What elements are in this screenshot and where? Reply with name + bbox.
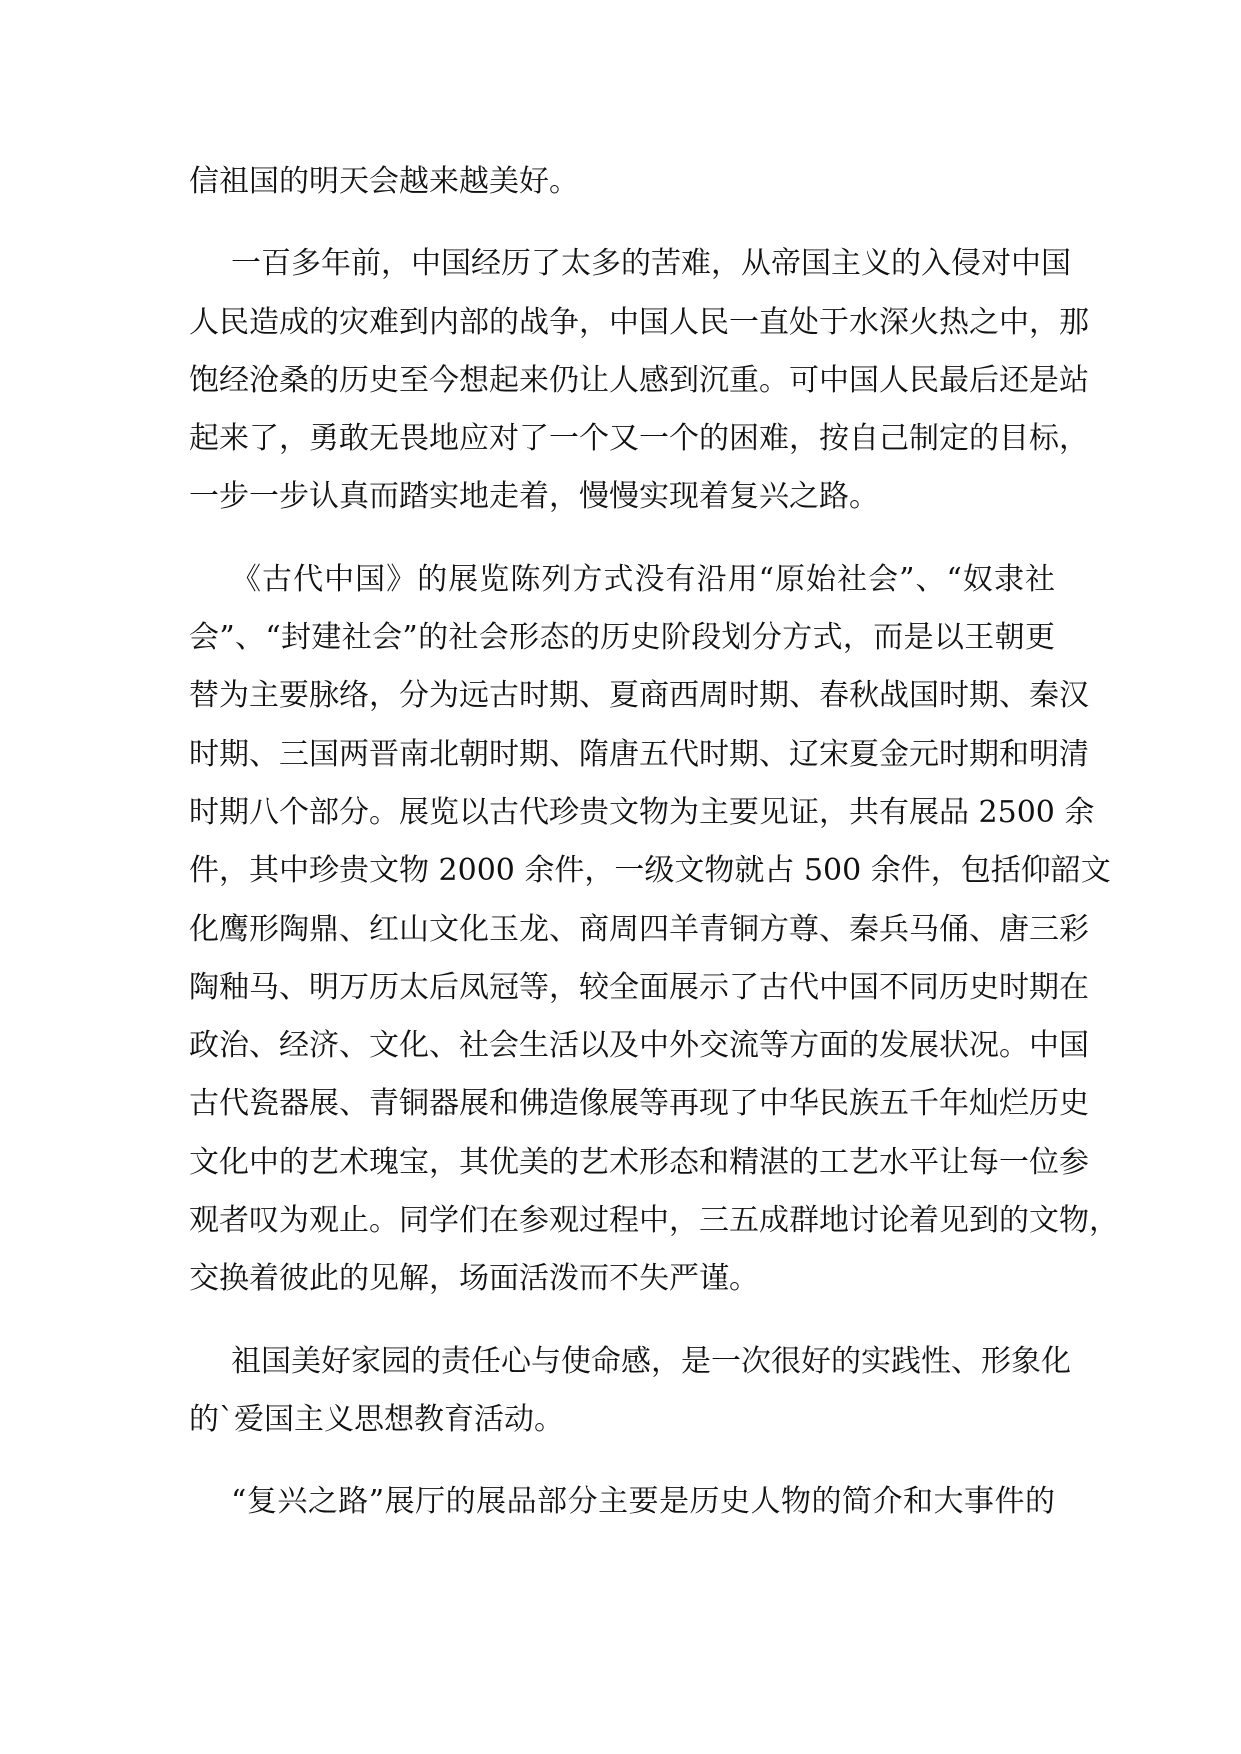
text-line: 一步一步认真而踏实地走着，慢慢实现着复兴之路。 [189, 479, 879, 515]
text-line: 起来了，勇敢无畏地应对了一个又一个的困难，按自己制定的目标， [189, 421, 1089, 457]
paragraph-5 [189, 1473, 1055, 1531]
document-body [189, 153, 1119, 1532]
text-line: 时期、三国两晋南北朝时期、隋唐五代时期、辽宋夏金元时期和明清 [189, 736, 1089, 772]
paragraph-3 [189, 551, 1119, 1309]
text-line: 人民造成的灾难到内部的战争，中国人民一直处于水深火热之中，那 [189, 304, 1089, 340]
text-line: 文化中的艺术瑰宝，其优美的艺术形态和精湛的工艺水平让每一位参 [189, 1144, 1089, 1180]
text-line: 古代瓷器展、青铜器展和佛造像展等再现了中华民族五千年灿烂历史 [189, 1086, 1089, 1122]
text-line: 观者叹为观止。同学们在参观过程中，三五成群地讨论着见到的文物， [189, 1203, 1119, 1239]
text-line: 饱经沧桑的历史至今想起来仍让人感到沉重。可中国人民最后还是站 [189, 362, 1089, 398]
text-line: 陶釉马、明万历太后凤冠等，较全面展示了古代中国不同历史时期在 [189, 969, 1089, 1005]
paragraph-4 [189, 1333, 1071, 1450]
paragraph-gap [189, 211, 1055, 235]
text-line: “复兴之路”展厅的展品部分主要是历史人物的简介和大事件的 [231, 1484, 1055, 1520]
text-line: 化鹰形陶鼎、红山文化玉龙、商周四羊青铜方尊、秦兵马俑、唐三彩 [189, 911, 1089, 947]
text-line: 会”、“封建社会”的社会形态的历史阶段划分方式，而是以王朝更 [189, 620, 1055, 656]
text-line: 的`爱国主义思想教育活动。 [189, 1401, 564, 1437]
paragraph-1 [189, 153, 1055, 211]
text-line: 一百多年前，中国经历了太多的苦难，从帝国主义的入侵对中国 [231, 246, 1071, 282]
paragraph-gap [189, 1449, 1055, 1473]
text-line: 件，其中珍贵文物 2000 余件，一级文物就占 500 余件，包括仰韶文 [189, 853, 1111, 889]
text-line: 祖国美好家园的责任心与使命感，是一次很好的实践性、形象化 [231, 1343, 1071, 1379]
text-line: 政治、经济、文化、社会生活以及中外交流等方面的发展状况。中国 [189, 1028, 1089, 1064]
text-line: 《古代中国》的展览陈列方式没有沿用“原始社会”、“奴隶社 [231, 561, 1055, 597]
text-line: 替为主要脉络，分为远古时期、夏商西周时期、春秋战国时期、秦汉 [189, 678, 1089, 714]
text-line: 信祖国的明天会越来越美好。 [189, 164, 579, 199]
paragraph-gap [189, 1309, 1055, 1333]
paragraph-2 [189, 235, 1089, 526]
text-line: 时期八个部分。展览以古代珍贵文物为主要见证，共有展品 2500 余 [189, 794, 1095, 830]
text-line: 交换着彼此的见解，场面活泼而不失严谨。 [189, 1261, 759, 1297]
paragraph-gap [189, 527, 1055, 551]
